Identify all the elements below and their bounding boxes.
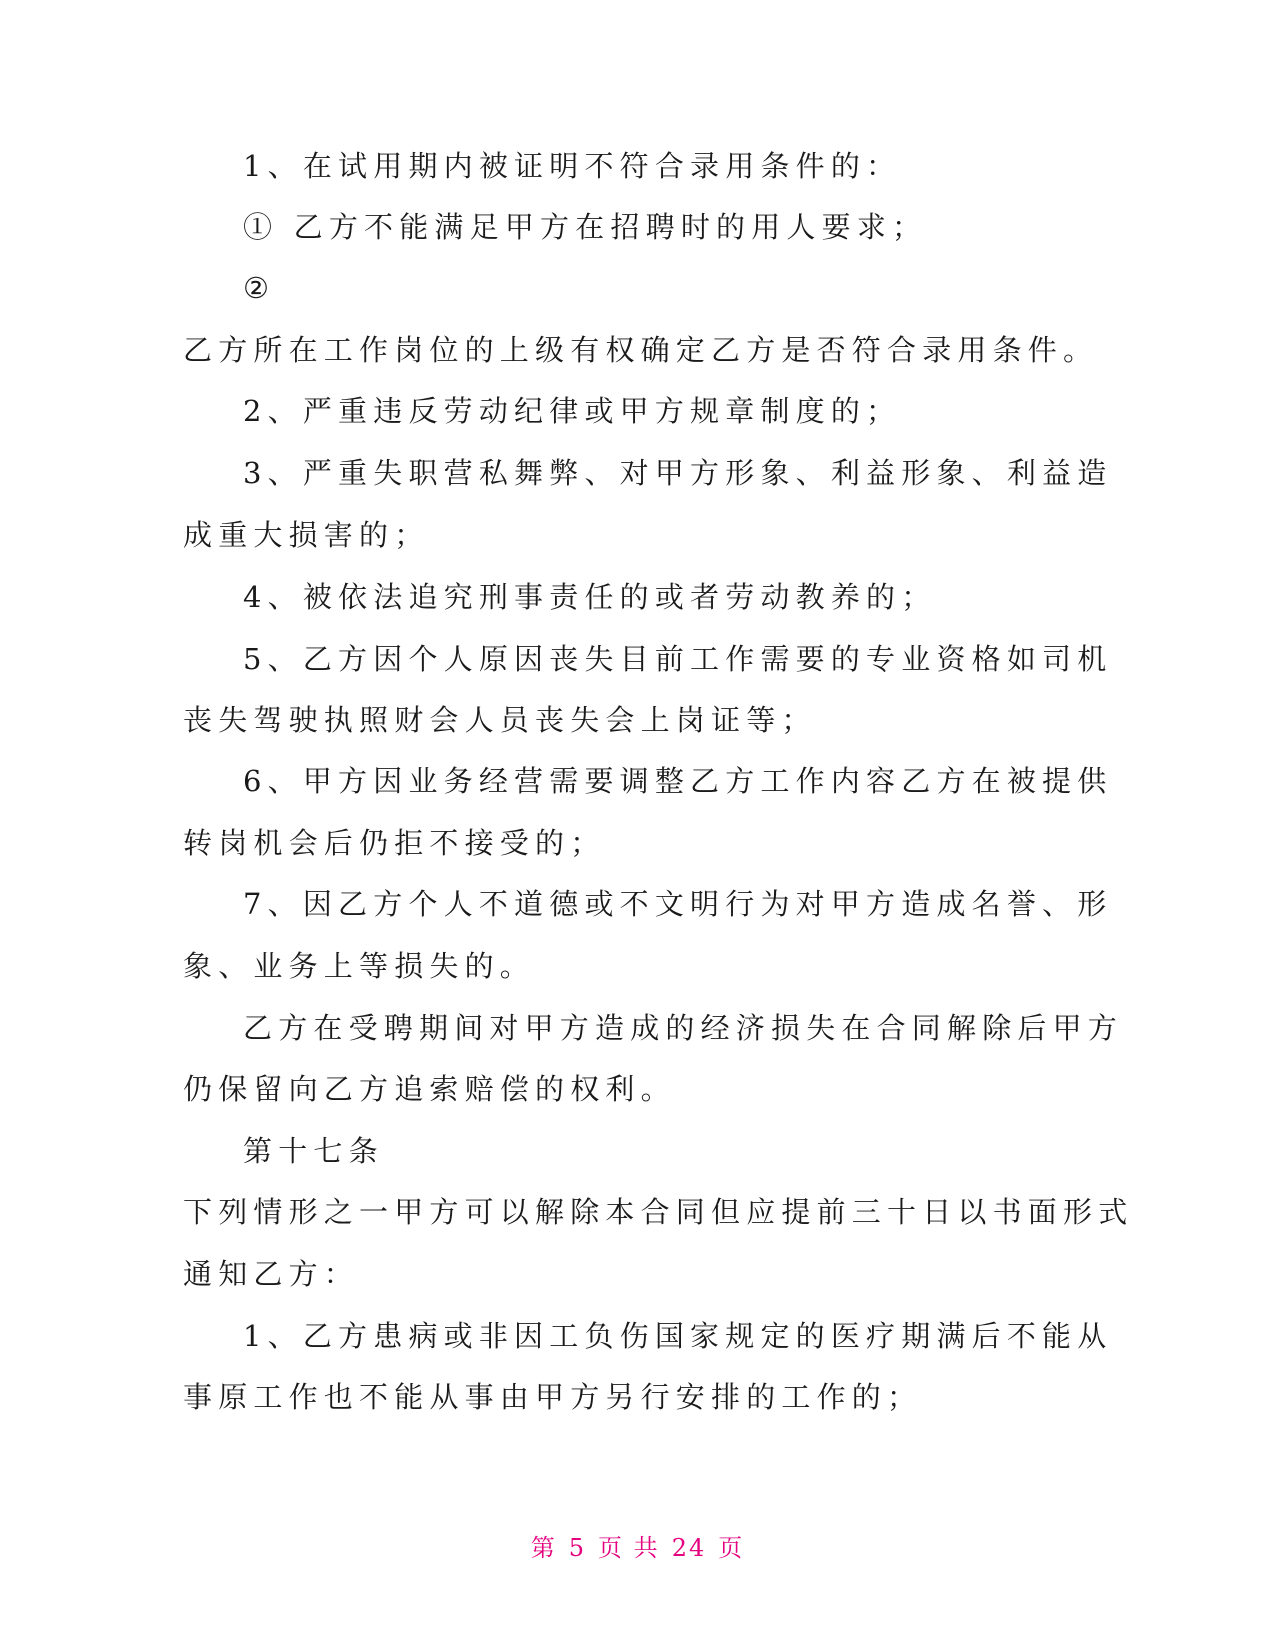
- footer-current-page: 5: [568, 1534, 587, 1562]
- article-heading: 第十七条: [243, 1134, 384, 1168]
- clause-line: 3、严重失职营私舞弊、对甲方形象、利益形象、利益造: [243, 456, 1113, 490]
- clause-line: 仍保留向乙方追索赔偿的权利。: [183, 1072, 676, 1106]
- clause-line: 1、在试用期内被证明不符合录用条件的：: [243, 149, 902, 183]
- clause-line: 乙方在受聘期间对甲方造成的经济损失在合同解除后甲方: [243, 1011, 1124, 1045]
- footer-suffix: 页: [718, 1534, 745, 1562]
- clause-line: 通知乙方：: [183, 1257, 360, 1291]
- clause-line: 4、被依法追究刑事责任的或者劳动教养的；: [243, 580, 937, 614]
- clause-line: 成重大损害的；: [183, 518, 430, 552]
- page-number-footer: [0, 1528, 1275, 1563]
- clause-line: 下列情形之一甲方可以解除本合同但应提前三十日以书面形式: [183, 1195, 1134, 1229]
- clause-line: 乙方所在工作岗位的上级有权确定乙方是否符合录用条件。: [183, 333, 1099, 367]
- footer-mid: 页 共: [598, 1534, 660, 1562]
- clause-line: 事原工作也不能从事由甲方另行安排的工作的；: [183, 1380, 923, 1414]
- clause-line: 象、业务上等损失的。: [183, 949, 536, 983]
- clause-line: 丧失驾驶执照财会人员丧失会上岗证等；: [183, 703, 817, 737]
- footer-prefix: 第: [530, 1534, 557, 1562]
- clause-line: 5、乙方因个人原因丧失目前工作需要的专业资格如司机: [243, 642, 1113, 676]
- clause-line: 1、乙方患病或非因工负伤国家规定的医疗期满后不能从: [243, 1319, 1113, 1353]
- clause-line: 7、因乙方个人不道德或不文明行为对甲方造成名誉、形: [243, 887, 1113, 921]
- clause-line: 6、甲方因业务经营需要调整乙方工作内容乙方在被提供: [243, 764, 1113, 798]
- clause-line: 转岗机会后仍拒不接受的；: [183, 826, 606, 860]
- clause-line: 2、严重违反劳动纪律或甲方规章制度的；: [243, 394, 902, 428]
- clause-line: ① 乙方不能满足甲方在招聘时的用人要求；: [243, 210, 928, 244]
- footer-total-pages: 24: [671, 1534, 707, 1562]
- clause-line: ②: [243, 271, 276, 305]
